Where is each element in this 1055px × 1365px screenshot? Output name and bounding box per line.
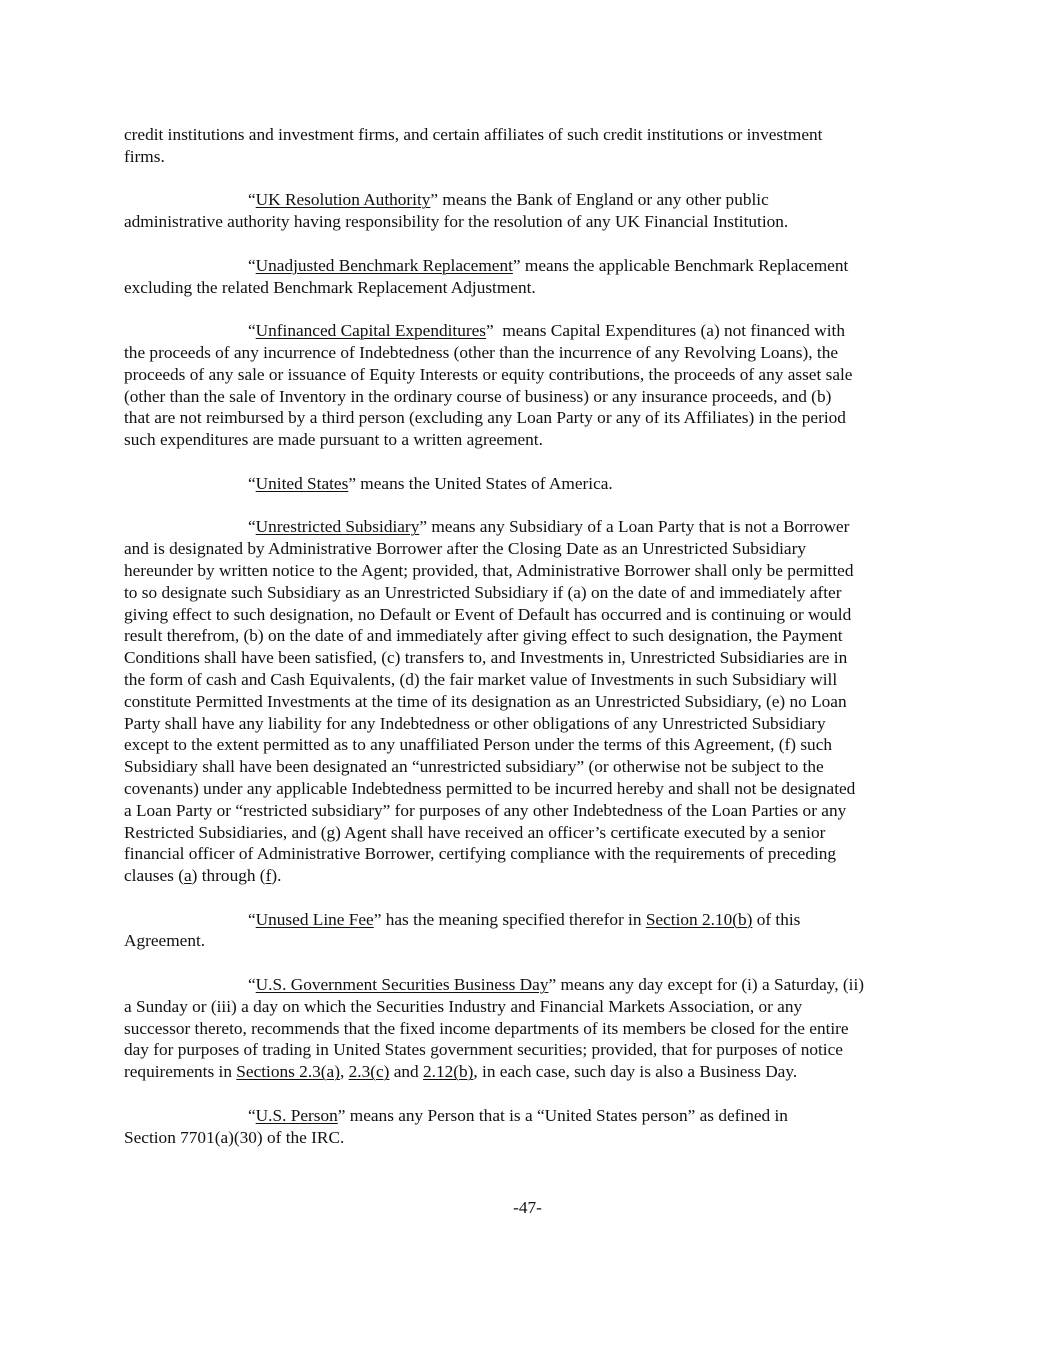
- text-run: successor thereto, recommends that the fixed income departments of its members be closed for the entire: [124, 1018, 849, 1038]
- text-run: a Loan Party or “restricted subsidiary” for purposes of any other Indebtedness of the Loan Parties or any: [124, 800, 847, 820]
- text-run: Agreement.: [124, 931, 206, 951]
- text-line: [124, 429, 934, 451]
- defined-term: Unfinanced Capital Expenditures: [255, 321, 487, 341]
- text-line: [124, 364, 934, 386]
- defined-term: U.S. Person: [255, 1105, 338, 1125]
- text-line: [124, 756, 934, 778]
- text-run: to so designate such Subsidiary as an Unrestricted Subsidiary if (a) on the date of and immediately after: [124, 582, 842, 602]
- text-run: ” means the applicable Benchmark Replacement: [512, 255, 849, 275]
- text-run: covenants) under any applicable Indebtedness permitted to be incurred hereby and shall not be designated: [124, 778, 856, 798]
- text-line: [124, 974, 934, 996]
- definition-paragraph: [124, 124, 934, 168]
- text-line: [124, 625, 934, 647]
- text-line: [124, 713, 934, 735]
- text-line: [124, 930, 934, 952]
- text-line: [124, 146, 934, 168]
- text-run: ” means any Person that is a “United States person” as defined in: [337, 1105, 788, 1125]
- defined-term: 2.12(b): [423, 1062, 474, 1082]
- text-run: “: [248, 975, 256, 995]
- definition-paragraph: [124, 320, 934, 451]
- defined-term: 2.3(c): [348, 1062, 390, 1082]
- text-run: “: [248, 190, 256, 210]
- text-run: result therefrom, (b) on the date of and immediately after giving effect to such designation, the Payment: [124, 626, 843, 646]
- text-run: and is designated by Administrative Borrower after the Closing Date as an Unrestricted Subsidiary: [124, 539, 806, 559]
- text-run: excluding the related Benchmark Replacement Adjustment.: [124, 277, 536, 297]
- text-run: ) through (: [191, 866, 266, 886]
- text-run: ” means the United States of America.: [348, 473, 613, 493]
- text-line: [124, 669, 934, 691]
- text-run: clauses (: [124, 866, 184, 886]
- defined-term: a: [183, 866, 192, 886]
- defined-term: Unadjusted Benchmark Replacement: [255, 255, 513, 275]
- text-line: [124, 255, 934, 277]
- text-run: hereunder by written notice to the Agent; provided, that, Administrative Borrower shall only be permitted: [124, 560, 854, 580]
- text-run: Party shall have any liability for any Indebtedness or other obligations of any Unrestricted Subsidiary: [124, 713, 826, 733]
- defined-term: Sections 2.3(a): [236, 1062, 340, 1082]
- text-run: proceeds of any sale or issuance of Equity Interests or equity contributions, the proceeds of any asset sale: [124, 364, 853, 384]
- text-line: [124, 277, 934, 299]
- text-line: [124, 189, 934, 211]
- text-run: ” means any Subsidiary of a Loan Party that is not a Borrower: [419, 517, 850, 537]
- text-run: day for purposes of trading in United States government securities; provided, that for purposes of notice: [124, 1040, 843, 1060]
- text-line: [124, 320, 934, 342]
- text-line: [124, 473, 934, 495]
- text-run: “: [248, 909, 256, 929]
- text-line: [124, 1061, 934, 1083]
- text-run: Subsidiary shall have been designated an “unrestricted subsidiary” (or otherwise not be subject to the: [124, 757, 824, 777]
- text-run: giving effect to such designation, no Default or Event of Default has occurred and is continuing or would: [124, 604, 852, 624]
- text-line: [124, 800, 934, 822]
- defined-term: Section 2.10(b): [645, 909, 753, 929]
- text-line: [124, 560, 934, 582]
- text-run: ” means any day except for (i) a Saturday, (ii): [548, 975, 865, 995]
- text-run: the form of cash and Cash Equivalents, (d) the fair market value of Investments in such Subsidiary will: [124, 669, 838, 689]
- text-run: administrative authority having responsibility for the resolution of any UK Financial Institution.: [124, 212, 789, 232]
- text-run: “: [248, 1105, 256, 1125]
- text-run: the proceeds of any incurrence of Indebtedness (other than the incurrence of any Revolving Loans), the: [124, 342, 839, 362]
- text-run: (other than the sale of Inventory in the ordinary course of business) or any insurance proceeds, and (b): [124, 386, 832, 406]
- text-run: except to the extent permitted as to any unaffiliated Person under the terms of this Agreement, (f) such: [124, 735, 832, 755]
- defined-term: Unrestricted Subsidiary: [255, 517, 420, 537]
- text-run: ” means Capital Expenditures (a) not financed with: [486, 321, 845, 341]
- text-line: [124, 1018, 934, 1040]
- text-run: of this: [752, 909, 801, 929]
- text-run: Conditions shall have been satisfied, (c) transfers to, and Investments in, Unrestricted Subsidiaries are in: [124, 648, 848, 668]
- defined-term: U.S. Government Securities Business Day: [255, 975, 549, 995]
- definition-paragraph: [124, 255, 934, 299]
- defined-term: Unused Line Fee: [255, 909, 374, 929]
- text-line: [124, 996, 934, 1018]
- text-line: [124, 909, 934, 931]
- page-number: -47-: [513, 1198, 542, 1217]
- text-run: and: [389, 1062, 423, 1082]
- text-run: “: [248, 473, 256, 493]
- text-run: ,: [339, 1062, 349, 1082]
- text-run: “: [248, 517, 256, 537]
- text-line: [124, 582, 934, 604]
- definition-paragraph: [124, 473, 934, 495]
- text-line: [124, 778, 934, 800]
- text-run: credit institutions and investment firms, and certain affiliates of such credit institutions or investment: [124, 125, 823, 144]
- text-run: ).: [271, 866, 282, 886]
- definition-paragraph: [124, 1105, 934, 1149]
- text-line: [124, 538, 934, 560]
- text-line: [124, 647, 934, 669]
- text-run: , in each case, such day is also a Business Day.: [473, 1062, 798, 1082]
- text-line: [124, 407, 934, 429]
- text-run: “: [248, 255, 256, 275]
- text-line: [124, 843, 934, 865]
- text-run: ” has the meaning specified therefor in: [373, 909, 646, 929]
- text-run: firms.: [124, 146, 165, 166]
- text-line: [124, 604, 934, 626]
- text-run: such expenditures are made pursuant to a written agreement.: [124, 430, 543, 450]
- text-run: constitute Permitted Investments at the time of its designation as an Unrestricted Subsidiary, (e) no Loan: [124, 691, 847, 711]
- text-line: [124, 1105, 934, 1127]
- text-line: [124, 1127, 934, 1149]
- text-line: [124, 734, 934, 756]
- text-run: financial officer of Administrative Borrower, certifying compliance with the requirements of preceding: [124, 844, 837, 864]
- text-run: Section 7701(a)(30) of the IRC.: [124, 1127, 345, 1147]
- text-run: that are not reimbursed by a third person (excluding any Loan Party or any of its Affiliates) in the period: [124, 408, 846, 428]
- text-line: [124, 865, 934, 887]
- text-line: [124, 822, 934, 844]
- text-run: Restricted Subsidiaries, and (g) Agent shall have received an officer’s certificate executed by a senior: [124, 822, 826, 842]
- text-line: [124, 691, 934, 713]
- definition-paragraph: [124, 909, 934, 953]
- defined-term: f: [265, 866, 272, 886]
- text-line: [124, 124, 934, 146]
- definition-paragraph: [124, 516, 934, 887]
- text-run: a Sunday or (iii) a day on which the Securities Industry and Financial Markets Association, or any: [124, 996, 803, 1016]
- text-line: [124, 211, 934, 233]
- text-run: ” means the Bank of England or any other public: [430, 190, 769, 210]
- text-line: [124, 342, 934, 364]
- document-body: [124, 124, 934, 1170]
- text-line: [124, 1039, 934, 1061]
- text-line: [124, 386, 934, 408]
- defined-term: UK Resolution Authority: [255, 190, 431, 210]
- defined-term: United States: [255, 473, 349, 493]
- text-line: [124, 516, 934, 538]
- definition-paragraph: [124, 974, 934, 1083]
- text-run: “: [248, 321, 256, 341]
- text-run: requirements in: [124, 1062, 237, 1082]
- definition-paragraph: [124, 189, 934, 233]
